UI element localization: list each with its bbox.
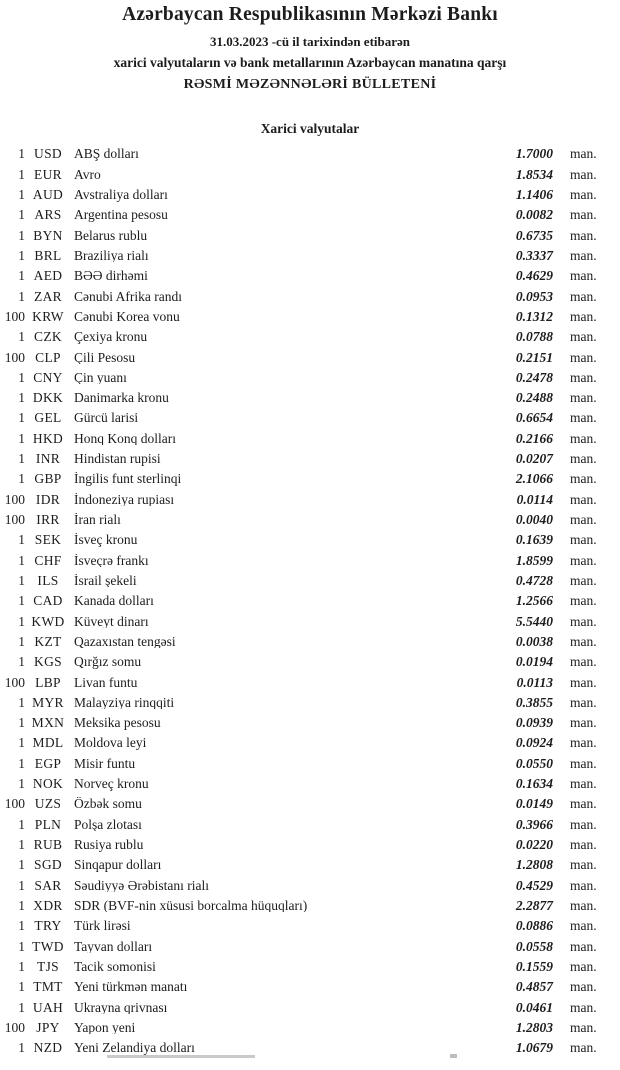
quantity: 100 [4, 491, 25, 507]
currency-name: Misir funtu [74, 756, 136, 771]
rate-value: 0.0461 [515, 999, 553, 1015]
unit-label: man. [570, 837, 597, 853]
quantity: 1 [18, 451, 25, 467]
unit-label: man. [570, 349, 597, 365]
clipped-next-line-artifact [107, 1055, 255, 1058]
currency-name: Yapon yeni [74, 1020, 136, 1035]
currency-name: Çin yuanı [74, 370, 127, 385]
table-row [0, 814, 620, 834]
rate-value: 0.0040 [515, 512, 553, 528]
table-row [0, 144, 620, 164]
quantity: 1 [18, 857, 25, 873]
quantity: 1 [18, 897, 25, 913]
unit-label: man. [570, 572, 597, 588]
quantity: 100 [4, 796, 25, 812]
quantity: 1 [18, 633, 25, 649]
currency-code: XDR [33, 897, 63, 913]
quantity: 1 [18, 1040, 25, 1056]
rate-value: 0.0113 [516, 674, 553, 690]
unit-label: man. [570, 938, 597, 954]
quantity: 1 [18, 593, 25, 609]
table-row [0, 977, 620, 997]
section-title-foreign-currencies: Xarici valyutalar [260, 121, 360, 136]
rate-value: 2.1066 [515, 471, 553, 487]
currency-name: Gürcü larisi [74, 411, 139, 425]
rate-value: 1.0679 [515, 1040, 553, 1056]
quantity: 100 [4, 1019, 25, 1035]
table-row [0, 794, 620, 814]
table-row [0, 875, 620, 895]
table-row [0, 225, 620, 245]
currency-name: İsrail şekeli [74, 573, 137, 588]
unit-label: man. [570, 674, 597, 690]
quantity: 100 [4, 308, 25, 324]
currency-name: Tayvan dolları [74, 939, 153, 954]
currency-name: Argentina pesosu [74, 208, 168, 222]
quantity: 1 [18, 613, 25, 629]
currency-name: Braziliya rialı [74, 248, 149, 263]
currency-code: SGD [34, 857, 62, 873]
currency-name: Belarus rublu [74, 228, 148, 243]
table-row [0, 307, 620, 327]
rate-value: 0.1559 [515, 958, 553, 974]
table-row [0, 367, 620, 387]
table-row [0, 489, 620, 509]
table-row [0, 916, 620, 936]
unit-label: man. [570, 247, 597, 263]
currency-code: KZT [34, 633, 62, 649]
currency-name: Çexiya kronu [74, 330, 148, 344]
currency-code: IRR [36, 512, 60, 528]
quantity: 1 [18, 877, 25, 893]
currency-name: Kanada dolları [74, 594, 154, 608]
quantity: 1 [18, 268, 25, 284]
quantity: 1 [18, 776, 25, 792]
rate-value: 0.6735 [515, 227, 553, 243]
rate-value: 1.7000 [515, 146, 553, 162]
currency-code: NOK [32, 776, 64, 792]
quantity: 1 [18, 410, 25, 426]
rate-value: 1.8534 [515, 166, 553, 182]
unit-label: man. [570, 227, 597, 243]
currency-code: ILS [37, 572, 59, 588]
rate-value: 0.0953 [515, 288, 553, 304]
currency-code: USD [34, 146, 62, 162]
table-row [0, 530, 620, 550]
currency-name: SDR (BVF-nin xüsusi borcalma hüquqları) [74, 898, 308, 913]
currency-name: Avro [74, 167, 101, 182]
currency-name: İsveçrə frankı [74, 553, 149, 568]
currency-name: Çili Pesosu [74, 350, 136, 365]
unit-label: man. [570, 390, 597, 406]
currency-name: Yeni Zelandiya dolları [74, 1041, 195, 1055]
table-row [0, 692, 620, 712]
unit-label: man. [570, 958, 597, 974]
unit-label: man. [570, 369, 597, 385]
rate-value: 1.2808 [515, 857, 553, 873]
currency-code: LBP [35, 674, 61, 690]
rate-value: 0.1312 [515, 308, 553, 324]
quantity: 1 [18, 918, 25, 934]
currency-name: Yeni türkmən manatı [74, 980, 188, 994]
currency-name: Avstraliya dolları [74, 188, 168, 202]
quantity: 1 [18, 735, 25, 751]
currency-name: İndoneziya rupiası [74, 492, 175, 507]
table-row [0, 713, 620, 733]
unit-label: man. [570, 877, 597, 893]
rate-value: 0.0939 [515, 715, 553, 731]
currency-name: Hindistan rupisi [74, 452, 161, 466]
rate-value: 0.0788 [515, 329, 553, 345]
quantity: 1 [18, 572, 25, 588]
currency-name: Ukrayna qrivnası [74, 1000, 168, 1015]
currency-code: MYR [32, 694, 64, 710]
rate-value: 0.6654 [515, 410, 553, 426]
rate-value: 1.8599 [515, 552, 553, 568]
table-row [0, 652, 620, 672]
rate-value: 1.1406 [515, 187, 553, 203]
quantity: 1 [18, 146, 25, 162]
quantity: 1 [18, 532, 25, 548]
currency-name: Rusiya rublu [74, 838, 144, 852]
unit-label: man. [570, 491, 597, 507]
unit-label: man. [570, 633, 597, 649]
table-row [0, 266, 620, 286]
unit-label: man. [570, 857, 597, 873]
effective-date-line: 31.03.2023 -cü il tarixindən etibarən [209, 34, 411, 49]
rate-value: 0.2151 [515, 349, 553, 365]
table-row [0, 672, 620, 692]
quantity: 1 [18, 227, 25, 243]
unit-label: man. [570, 187, 597, 203]
currency-code: IDR [35, 491, 61, 507]
unit-label: man. [570, 146, 597, 162]
currency-code: TJS [37, 958, 59, 974]
unit-label: man. [570, 776, 597, 792]
unit-label: man. [570, 1019, 597, 1035]
currency-code: ZAR [34, 288, 62, 304]
unit-label: man. [570, 532, 597, 548]
rate-value: 5.5440 [515, 613, 553, 629]
rate-value: 0.3855 [515, 694, 553, 710]
table-row [0, 164, 620, 184]
currency-code: EGP [34, 755, 62, 771]
table-row [0, 469, 620, 489]
currency-name: Livan funtu [74, 675, 138, 690]
table-row [0, 571, 620, 591]
unit-label: man. [570, 796, 597, 812]
currency-code: PLN [34, 816, 62, 832]
table-row [0, 936, 620, 956]
table-row [0, 1017, 620, 1037]
currency-name: Polşa zlotası [74, 817, 142, 832]
currency-code: INR [35, 451, 61, 467]
unit-label: man. [570, 512, 597, 528]
currency-code: DKK [32, 390, 64, 406]
table-row [0, 753, 620, 773]
currency-code: GBP [34, 471, 62, 487]
currency-name: Tacik somonisi [74, 959, 156, 974]
currency-name: Türk lirəsi [74, 919, 131, 933]
unit-label: man. [570, 1040, 597, 1056]
unit-label: man. [570, 410, 597, 426]
currency-code: CNY [33, 369, 63, 385]
unit-label: man. [570, 715, 597, 731]
table-row [0, 327, 620, 347]
currency-code: CZK [34, 329, 62, 345]
currency-name: Küveyt dinarı [74, 614, 149, 629]
table-row [0, 632, 620, 652]
unit-label: man. [570, 329, 597, 345]
rate-value: 0.0082 [515, 207, 553, 223]
unit-label: man. [570, 451, 597, 467]
quantity: 1 [18, 247, 25, 263]
unit-label: man. [570, 430, 597, 446]
rate-value: 0.0220 [515, 837, 553, 853]
table-row [0, 591, 620, 611]
quantity: 1 [18, 755, 25, 771]
quantity: 1 [18, 187, 25, 203]
quantity: 100 [4, 512, 25, 528]
quantity: 1 [18, 938, 25, 954]
unit-label: man. [570, 613, 597, 629]
subject-line: xarici valyutaların və bank metallarının Azərbaycan manatına qarşı [113, 55, 507, 70]
rate-value: 0.2488 [515, 390, 553, 406]
quantity: 1 [18, 471, 25, 487]
table-row [0, 550, 620, 570]
currency-code: CLP [35, 349, 61, 365]
currency-code: HKD [32, 430, 64, 446]
currency-name: Danimarka kronu [74, 391, 169, 405]
currency-name: Cənubi Korea vonu [74, 309, 180, 324]
currency-name: Qırğız somu [74, 655, 142, 669]
currency-name: Malayziya rinqqiti [74, 695, 175, 710]
table-row [0, 957, 620, 977]
quantity: 1 [18, 999, 25, 1015]
quantity: 1 [18, 552, 25, 568]
quantity: 100 [4, 674, 25, 690]
table-row [0, 408, 620, 428]
currency-name: İran rialı [74, 513, 121, 527]
currency-code: UZS [34, 796, 62, 812]
currency-name: İsveç kronu [74, 533, 138, 547]
table-row [0, 388, 620, 408]
currency-code: ARS [34, 207, 62, 223]
unit-label: man. [570, 288, 597, 304]
currency-code: KGS [34, 654, 62, 670]
quantity: 1 [18, 715, 25, 731]
currency-name: Meksika pesosu [74, 716, 161, 730]
unit-label: man. [570, 755, 597, 771]
rate-value: 0.0550 [515, 755, 553, 771]
currency-code: MDL [32, 735, 64, 751]
rate-value: 0.4857 [515, 979, 553, 995]
bulletin-title: RƏSMİ MƏZƏNNƏLƏRİ BÜLLETENİ [183, 77, 437, 92]
rate-value: 0.4629 [515, 268, 553, 284]
rate-value: 0.3337 [515, 247, 553, 263]
quantity: 1 [18, 207, 25, 223]
unit-label: man. [570, 552, 597, 568]
currency-code: AUD [32, 187, 64, 203]
rate-value: 0.2478 [515, 369, 553, 385]
rate-value: 1.2803 [515, 1019, 553, 1035]
unit-label: man. [570, 268, 597, 284]
currency-name: Səudiyyə Ərəbistanı rialı [74, 878, 209, 893]
table-row [0, 185, 620, 205]
quantity: 1 [18, 958, 25, 974]
table-row [0, 774, 620, 794]
unit-label: man. [570, 816, 597, 832]
currency-code: GEL [34, 410, 62, 426]
rate-value: 0.0886 [515, 918, 553, 934]
quantity: 1 [18, 430, 25, 446]
table-row [0, 286, 620, 306]
rate-value: 0.1634 [515, 776, 553, 792]
currency-name: Sinqapur dolları [74, 858, 162, 872]
table-row [0, 896, 620, 916]
bank-name-title: Azərbaycan Respublikasının Mərkəzi Bankı [122, 4, 498, 25]
currency-name: Honq Konq dolları [74, 431, 176, 446]
unit-label: man. [570, 471, 597, 487]
currency-code: SEK [34, 532, 62, 548]
quantity: 1 [18, 288, 25, 304]
currency-code: NZD [33, 1040, 63, 1056]
table-row [0, 449, 620, 469]
rate-value: 0.4728 [515, 572, 553, 588]
unit-label: man. [570, 166, 597, 182]
unit-label: man. [570, 979, 597, 995]
rate-value: 0.0114 [516, 491, 553, 507]
unit-label: man. [570, 207, 597, 223]
table-row [0, 733, 620, 753]
unit-label: man. [570, 735, 597, 751]
quantity: 100 [4, 349, 25, 365]
table-row [0, 428, 620, 448]
rate-value: 2.2877 [515, 897, 553, 913]
unit-label: man. [570, 694, 597, 710]
currency-name: Özbək somu [74, 797, 142, 811]
unit-label: man. [570, 308, 597, 324]
currency-code: BRL [34, 247, 62, 263]
rate-value: 0.3966 [515, 816, 553, 832]
currency-name: ABŞ dolları [74, 147, 139, 161]
table-row [0, 205, 620, 225]
table-row [0, 1038, 620, 1058]
unit-label: man. [570, 654, 597, 670]
currency-code: SAR [34, 877, 62, 893]
table-row [0, 835, 620, 855]
rate-value: 0.4529 [515, 877, 553, 893]
unit-label: man. [570, 897, 597, 913]
currency-code: CAD [33, 593, 63, 609]
quantity: 1 [18, 166, 25, 182]
currency-code: KWD [31, 613, 65, 629]
rate-value: 0.1639 [515, 532, 553, 548]
table-row [0, 510, 620, 530]
rate-value: 0.0194 [515, 654, 553, 670]
rate-value: 1.2566 [515, 593, 553, 609]
currency-code: KRW [32, 308, 64, 324]
currency-name: Moldova leyi [74, 736, 147, 750]
table-row [0, 611, 620, 631]
currency-name: İngilis funt sterlinqi [74, 472, 182, 486]
rate-value: 0.0207 [515, 451, 553, 467]
rate-value: 0.0149 [515, 796, 553, 812]
currency-code: TRY [34, 918, 62, 934]
currency-name: Norveç kronu [74, 777, 149, 791]
quantity: 1 [18, 329, 25, 345]
quantity: 1 [18, 979, 25, 995]
table-row [0, 855, 620, 875]
quantity: 1 [18, 816, 25, 832]
quantity: 1 [18, 837, 25, 853]
currency-code: EUR [34, 166, 62, 182]
currency-code: CHF [34, 552, 62, 568]
rate-value: 0.0558 [515, 938, 553, 954]
currency-code: UAH [32, 999, 64, 1015]
quantity: 1 [18, 369, 25, 385]
unit-label: man. [570, 999, 597, 1015]
currency-name: BƏƏ dirhəmi [74, 269, 148, 283]
rate-value: 0.0924 [515, 735, 553, 751]
currency-code: MXN [31, 715, 65, 731]
currency-name: Cənubi Afrika randı [74, 289, 182, 304]
currency-code: BYN [33, 227, 63, 243]
quantity: 1 [18, 694, 25, 710]
unit-label: man. [570, 918, 597, 934]
quantity: 1 [18, 390, 25, 406]
currency-code: RUB [33, 837, 63, 853]
currency-code: AED [33, 268, 63, 284]
table-row [0, 246, 620, 266]
unit-label: man. [570, 593, 597, 609]
currency-name: Qazaxıstan tengəsi [74, 634, 176, 649]
quantity: 1 [18, 654, 25, 670]
table-row [0, 997, 620, 1017]
rate-value: 0.2166 [515, 430, 553, 446]
currency-code: TMT [33, 979, 63, 995]
currency-code: TWD [32, 938, 64, 954]
currency-code: JPY [36, 1019, 60, 1035]
rates-table [0, 144, 620, 1058]
table-row [0, 347, 620, 367]
clipped-next-line-artifact [450, 1054, 457, 1058]
rate-value: 0.0038 [515, 633, 553, 649]
